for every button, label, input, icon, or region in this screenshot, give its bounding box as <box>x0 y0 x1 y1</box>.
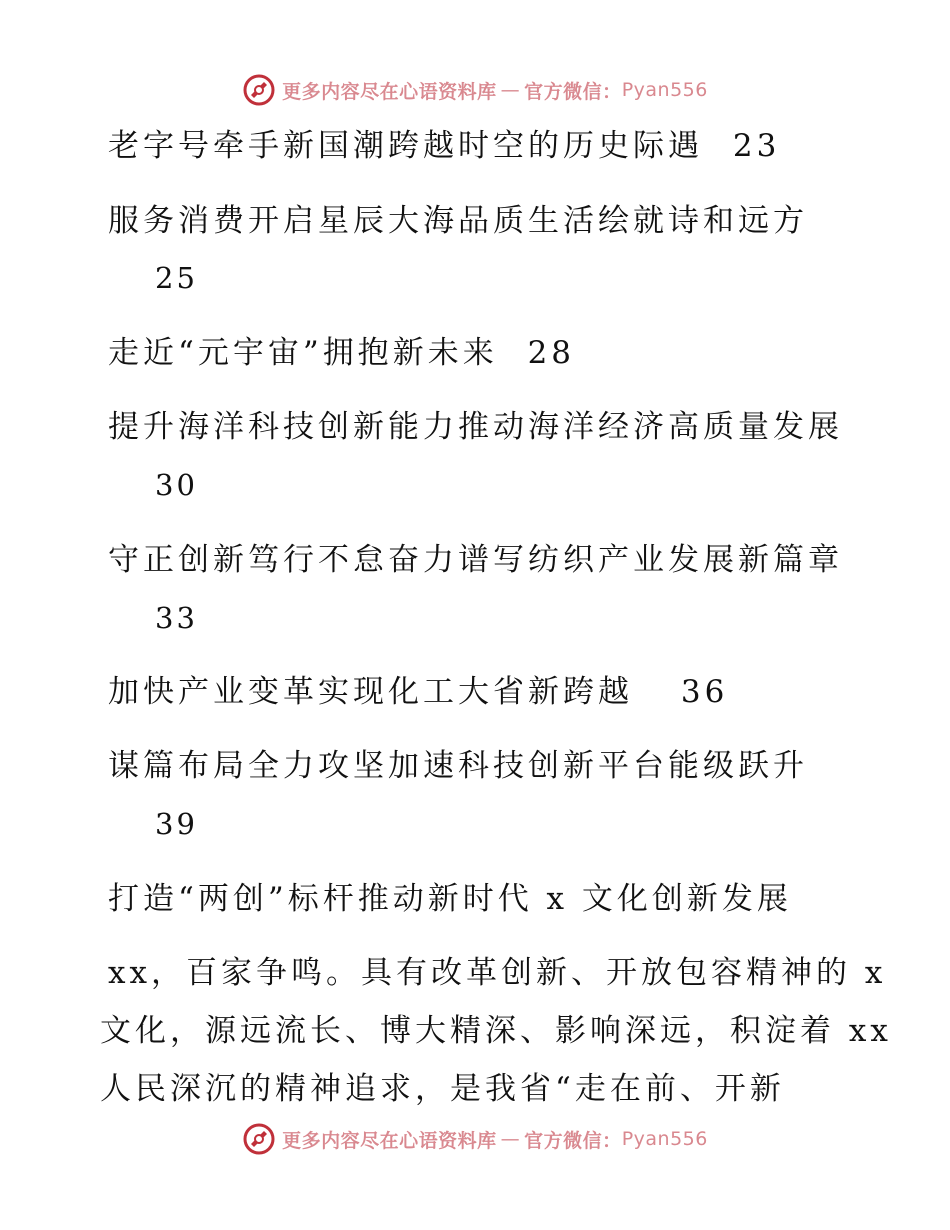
toc-entry-title: 提升海洋科技创新能力推动海洋经济高质量发展 <box>108 409 843 445</box>
toc-entry <box>108 663 898 721</box>
toc-entry-page: 28 <box>527 335 576 371</box>
toc-entry-title: 谋篇布局全力攻坚加速科技创新平台能级跃升 <box>108 748 808 784</box>
toc-entry-page: 23 <box>732 128 781 164</box>
watermark-separator: — <box>500 1128 521 1150</box>
brand-logo-icon <box>242 73 276 107</box>
article-heading: 打造“两创”标杆推动新时代 x 文化创新发展 <box>108 881 792 917</box>
toc-entry-page: 36 <box>680 674 729 710</box>
header-watermark <box>0 70 950 110</box>
footer-watermark <box>0 1119 950 1159</box>
toc-entry <box>108 531 898 589</box>
toc-entry-page: 30 <box>155 468 198 502</box>
toc-entry-page: 39 <box>155 807 198 841</box>
article-paragraph-line: 文化，源远流长、博大精深、影响深远，积淀着 xx <box>100 1013 892 1049</box>
toc-entry <box>108 192 898 250</box>
watermark-separator: — <box>500 79 521 101</box>
watermark-wechat-id: Pyan556 <box>621 79 708 101</box>
toc-entry <box>108 117 898 175</box>
watermark-wechat-id: Pyan556 <box>621 1128 708 1150</box>
toc-entry <box>108 737 898 795</box>
watermark-text: 更多内容尽在心语资料库 <box>282 80 497 103</box>
toc-entry-title: 服务消费开启星辰大海品质生活绘就诗和远方 <box>108 203 808 239</box>
brand-logo-icon <box>242 1122 276 1156</box>
toc-entry-title: 老字号牵手新国潮跨越时空的历史际遇 <box>108 128 703 164</box>
article-paragraph-line: xx，百家争鸣。具有改革创新、开放包容精神的 x <box>108 955 887 991</box>
toc-entry <box>108 324 898 382</box>
watermark-text: 更多内容尽在心语资料库 <box>282 1129 497 1152</box>
toc-entry <box>108 398 898 456</box>
toc-entry-page: 25 <box>155 261 198 295</box>
toc-entry-title: 守正创新笃行不怠奋力谱写纺织产业发展新篇章 <box>108 542 843 578</box>
watermark-official-label: 官方微信： <box>524 80 622 103</box>
toc-entry-title: 走近“元宇宙”拥抱新未来 <box>108 335 498 371</box>
toc-entry-page: 33 <box>155 601 198 635</box>
article-paragraph-line: 人民深沉的精神追求，是我省“走在前、开新 <box>100 1071 785 1107</box>
toc-entry-title: 加快产业变革实现化工大省新跨越 <box>108 674 633 710</box>
watermark-official-label: 官方微信： <box>524 1129 622 1152</box>
